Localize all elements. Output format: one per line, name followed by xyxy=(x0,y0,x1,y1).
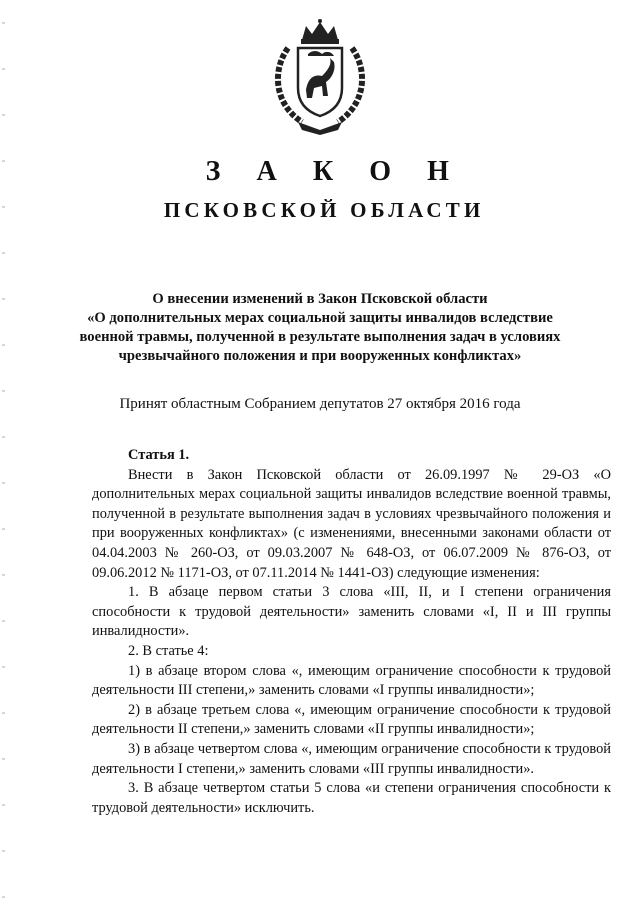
article-paragraph: 3) в абзаце четвертом слова «, имеющим ограничение способности к трудовой деятельности I степени,» заменить словами «III группы инвалидности». xyxy=(92,740,611,777)
article-paragraph: Внести в Закон Псковской области от 26.09.1997 № 29-ОЗ «О дополнительных мерах социальной защиты инвалидов вследствие военной травмы, полученной в результате выполнения задач в условиях чрезвычайного положения и при вооруженных конфликтах» (с изменениями, внесенными законами области от 04.04.2003 № 260-ОЗ, от 09.03.2007 № 648-ОЗ, от 06.07.2009 № 876-ОЗ, от 09.06.2012 № 1171-ОЗ, от 07.11.2014 № 1441-ОЗ) следующие изменения: xyxy=(92,466,611,581)
article-paragraph: 3. В абзаце четвертом статьи 5 слова «и степени ограничения способности к трудовой деятельности» исключить. xyxy=(92,780,611,816)
adoption-note: Принят областным Собранием депутатов 27 октября 2016 года xyxy=(119,396,521,412)
title-line: О внесении изменений в Закон Псковской области xyxy=(152,291,488,307)
article-paragraph: 1. В абзаце первом статьи 3 слова «III, II, и I степени ограничения способности к трудовой деятельности» заменить словами «I, II и III группы инвалидности». xyxy=(92,584,611,640)
article-paragraph: 2) в абзаце третьем слова «, имеющим ограничение способности к трудовой деятельности II степени,» заменить словами «II группы инвалидности»; xyxy=(92,701,611,738)
article-paragraph: 2. В статье 4: xyxy=(128,642,209,659)
coat-of-arms-emblem xyxy=(268,18,372,136)
title-line: «О дополнительных мерах социальной защиты инвалидов вследствие xyxy=(87,310,553,326)
article-body xyxy=(92,446,611,818)
article-heading: Статья 1. xyxy=(128,447,190,463)
scan-edge xyxy=(2,0,5,905)
article-paragraph: 1) в абзаце втором слова «, имеющим ограничение способности к трудовой деятельности III степени,» заменить словами «I группы инвалидности»; xyxy=(92,662,611,699)
region-heading: ПСКОВСКОЙ ОБЛАСТИ xyxy=(163,198,485,222)
title-line: военной травмы, полученной в результате выполнения задач в условиях xyxy=(79,329,561,345)
law-heading: З А К О Н xyxy=(205,156,464,187)
law-title xyxy=(60,290,580,366)
title-line: чрезвычайного положения и при вооруженных конфликтах» xyxy=(118,348,522,364)
